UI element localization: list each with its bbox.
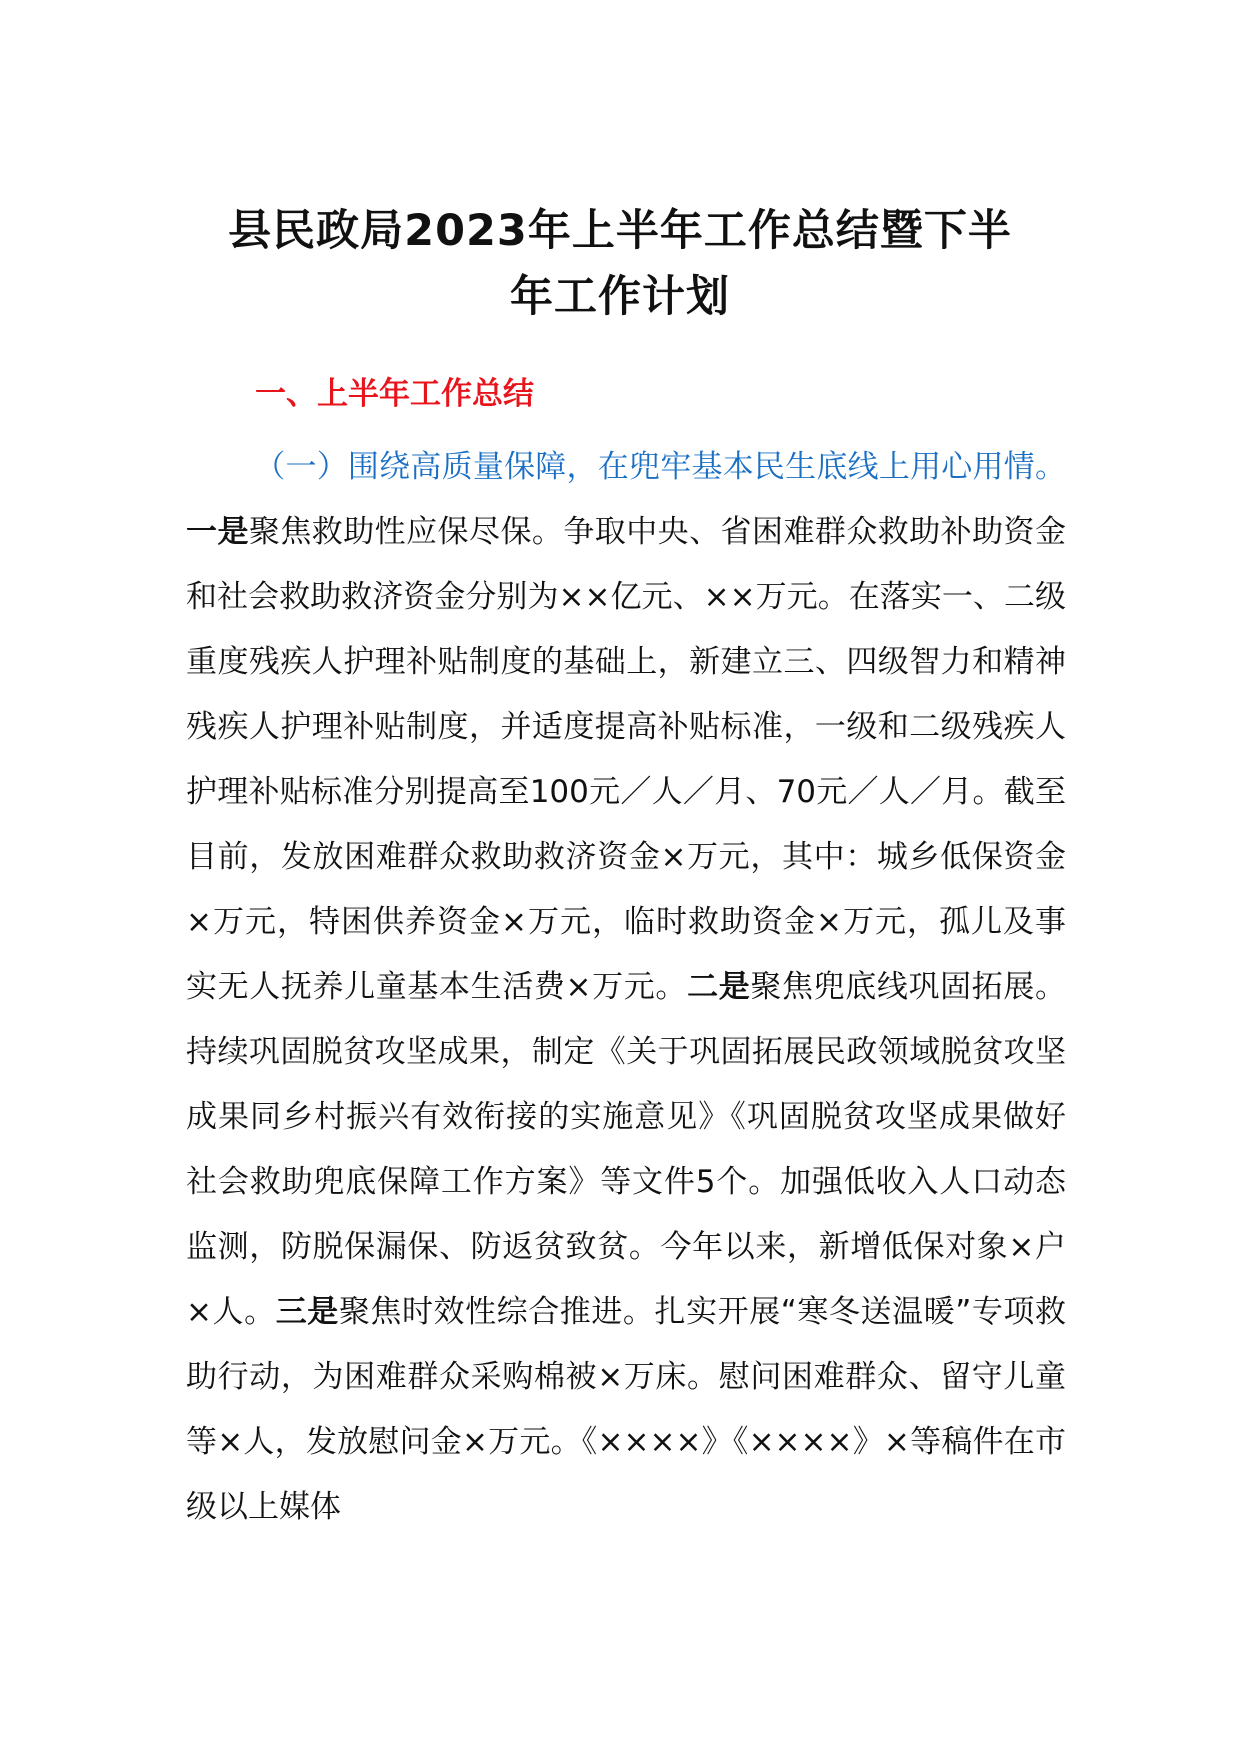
- document-title-line-1: 县民政局2023年上半年工作总结暨下半: [228, 206, 1012, 256]
- point-3-label: 三是: [275, 1294, 339, 1330]
- point-3-text: 聚焦时效性综合推进。扎实开展“寒冬送温暖”专项救助行动，为困难群众采购棉被×万床。慰问困难群众、留守儿童等×人，发放慰问金×万元。《××××》《××××》×等稿件在市级以上媒体: [186, 1294, 1066, 1525]
- body-paragraph: [186, 435, 1066, 1540]
- point-1-text: 聚焦救助性应保尽保。争取中央、省困难群众救助补助资金和社会救助救济资金分别为××亿元、××万元。在落实一、二级重度残疾人护理补贴制度的基础上，新建立三、四级智力和精神残疾人护理补贴制度，并适度提高补贴标准，一级和二级残疾人护理补贴标准分别提高至100元／人／月、70元／人／月。截至目前，发放困难群众救助救济资金×万元，其中：城乡低保资金×万元，特困供养资金×万元，临时救助资金×万元，孤儿及事实无人抚养儿童基本生活费×万元。: [186, 514, 1066, 1005]
- section-heading: 一、上半年工作总结: [255, 376, 534, 412]
- point-2-text: 聚焦兜底线巩固拓展。持续巩固脱贫攻坚成果，制定《关于巩固拓展民政领域脱贫攻坚成果同乡村振兴有效衔接的实施意见》《巩固脱贫攻坚成果做好社会救助兜底保障工作方案》等文件5个。加强低收入人口动态监测，防脱保漏保、防返贫致贫。今年以来，新增低保对象×户×人。: [186, 969, 1066, 1330]
- sub-heading: （一）围绕高质量保障，在兜牢基本民生底线上用心用情。: [254, 449, 1066, 485]
- document-title-line-2: 年工作计划: [510, 272, 730, 322]
- point-1-label: 一是: [186, 514, 249, 550]
- point-2-label: 二是: [687, 969, 751, 1005]
